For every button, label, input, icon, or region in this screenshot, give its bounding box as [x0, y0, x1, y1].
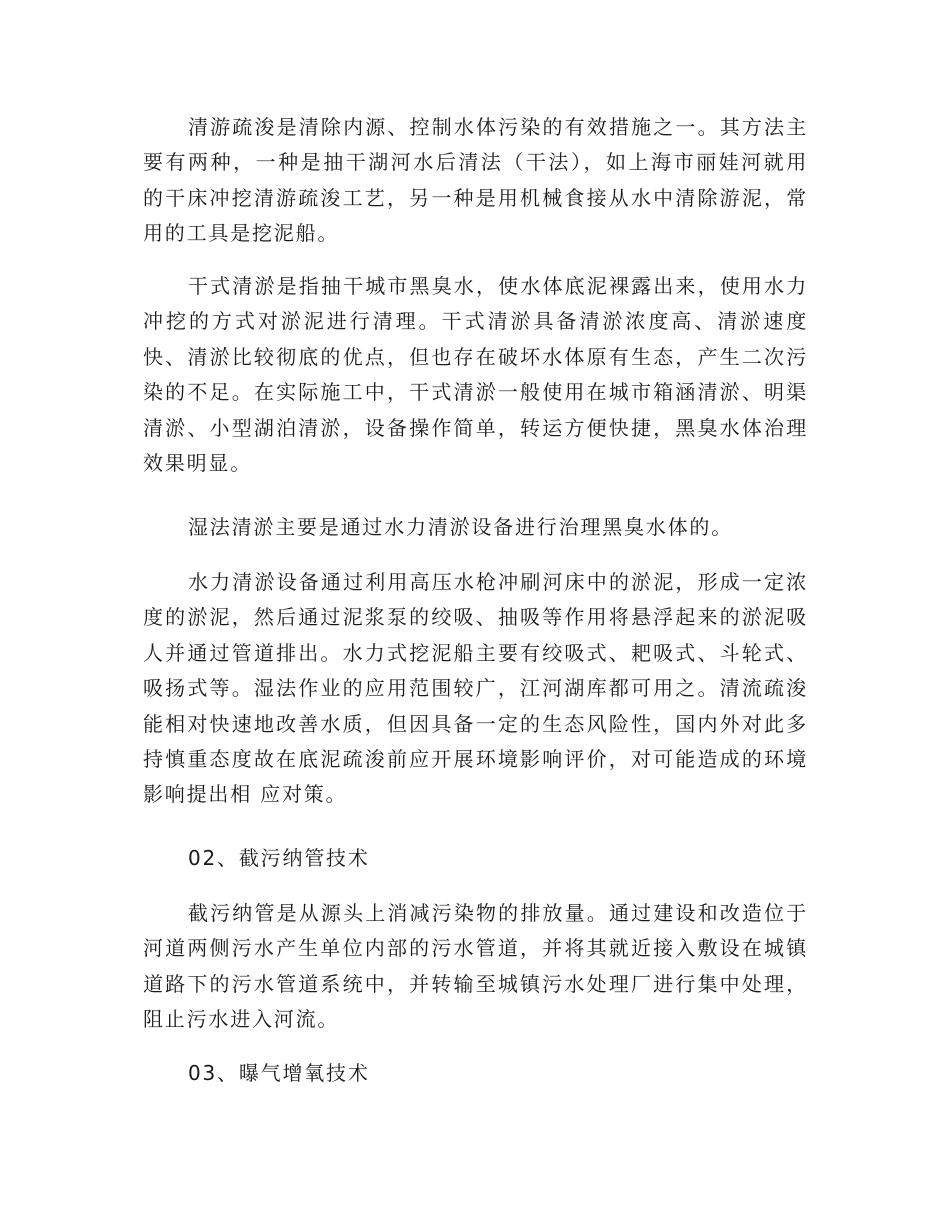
paragraph-dry-dredging: 干式清淤是指抽干城市黑臭水，使水体底泥裸露出来，使用水力冲挖的方式对淤泥进行清理。干式清淤具备清淤浓度高、清淤速度快、清淤比较彻底的优点，但也存在破坏水体原有生态，产生二次污染的不足。在实际施工中，干式清淤一般使用在城市箱涵清淤、明渠清淤、小型湖泊清淤，设备操作简单，转运方便快捷，黑臭水体治理效果明显。 [143, 274, 808, 476]
paragraph-hydraulic-dredging: 水力清淤设备通过利用高压水枪冲刷河床中的淤泥，形成一定浓度的淤泥，然后通过泥浆泵的绞吸、抽吸等作用将悬浮起来的淤泥吸人并通过管道排出。水力式挖泥船主要有绞吸式、耙吸式、斗轮式、吸扬式等。湿法作业的应用范围较广，江河湖库都可用之。清流疏浚能相对快速地改善水质，但因具备一定的生态风险性，国内外对此多持慎重态度故在底泥疏浚前应开展环境影响评价，对可能造成的环境影响提出相 应对策。 [143, 570, 808, 807]
paragraph-wet-dredging: 湿法清淤主要是通过水力清淤设备进行治理黑臭水体的。 [188, 515, 733, 539]
section-heading-02: 02、截污纳管技术 [188, 846, 370, 870]
section-heading-03: 03、曝气增氧技术 [188, 1061, 370, 1085]
paragraph-dredging-intro: 清游疏浚是清除内源、控制水体污染的有效措施之一。其方法主要有两种，一种是抽干湖河水后清法（干法），如上海市丽娃河就用的干床冲挖清游疏浚工艺，另一种是用机械食接从水中清除游泥，常用的工具是挖泥船。 [143, 115, 808, 246]
paragraph-sewage-interception: 截污纳管是从源头上消减污染物的排放量。通过建设和改造位于河道两侧污水产生单位内部的污水管道，并将其就近接入敷设在城镇道路下的污水管道系统中，并转输至城镇污水处理厂进行集中处理，阻止污水进入河流。 [143, 901, 808, 1032]
